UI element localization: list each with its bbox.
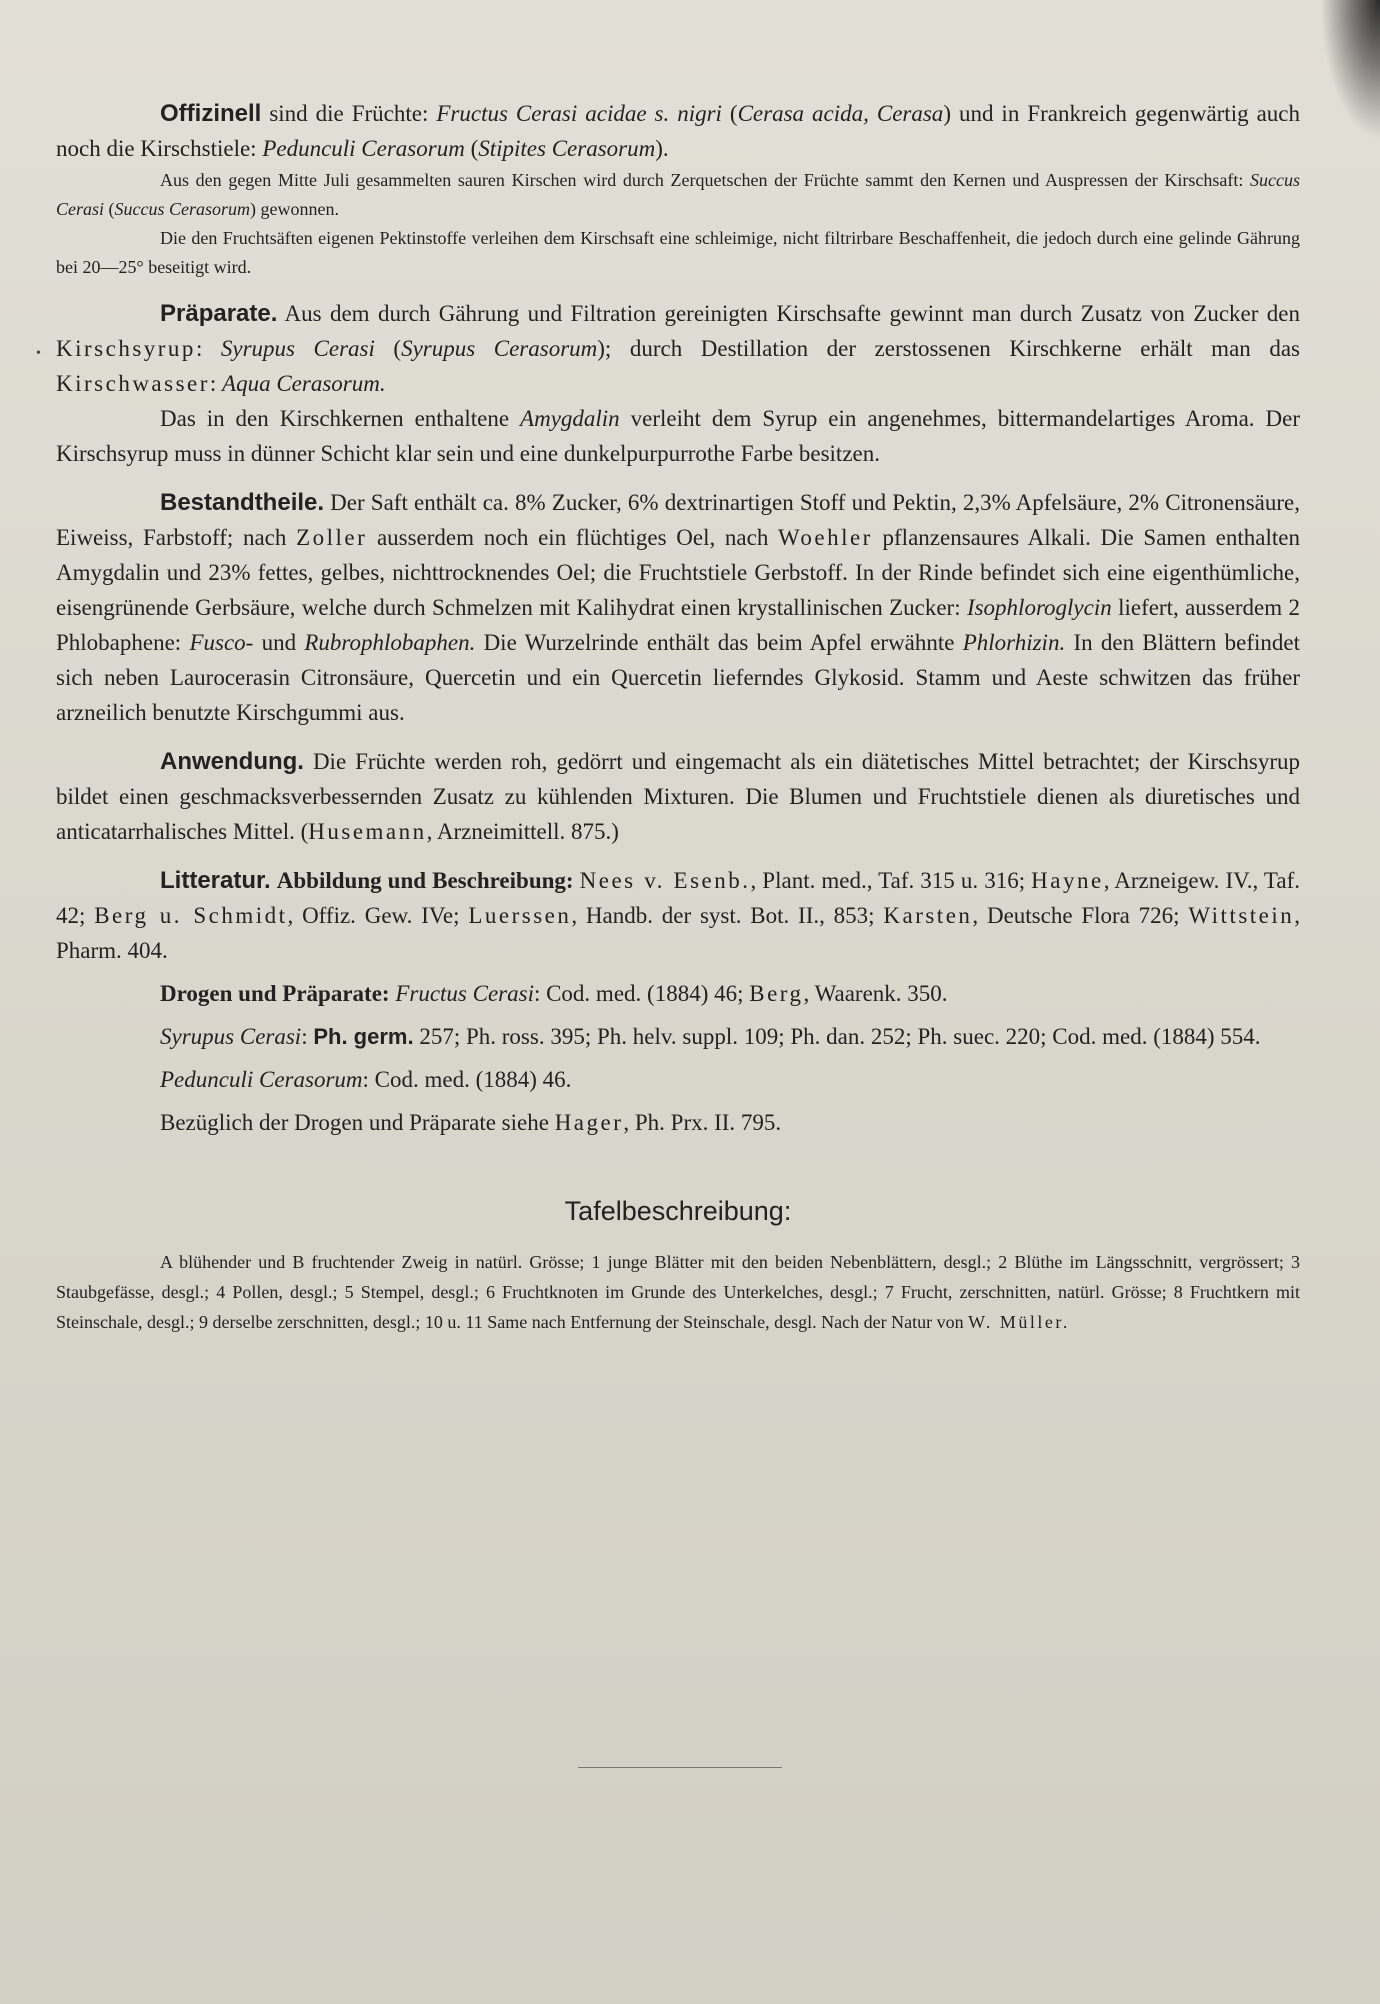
tafel-caption: A blühender und B fruchtender Zweig in natürl. Grösse; 1 junge Blätter mit den beiden Nebenblättern, desgl.; 2 Blüthe im Längsschnitt, vergrössert; 3 Staubgefässe, desgl.; 4 Pollen, desgl.; 5 Stempel, desgl.; 6 Fruchtknoten im Grunde des Unterkelches, desgl.; 7 Frucht, zerschnitten, natürl. Grösse; 8 Fruchtkern mit Steinschale, desgl.; 9 derselbe zerschnitten, desgl.; 10 u. 11 Same nach Entfernung der Steinschale, desgl. Nach der Natur von W. Müller. (56, 1252, 1300, 1332)
tafel-title: Tafelbeschreibung: (564, 1196, 792, 1226)
offizinell-note-1: Aus den gegen Mitte Juli gesammelten sauren Kirschen wird durch Zerquetschen der Früchte sammt den Kernen und Auspressen der Kirschsaft: Succus Cerasi (Succus Cerasorum) gewonnen. (56, 170, 1300, 219)
offizinell-note-2: Die den Fruchtsäften eigenen Pektinstoffe verleihen dem Kirschsaft eine schleimige, nicht filtrirbare Beschaffenheit, die jedoch durch eine gelinde Gährung bei 20—25° beseitigt wird. (56, 228, 1300, 277)
page-content (56, 96, 1300, 1337)
drogen-line-1: Drogen und Präparate: Fructus Cerasi: Cod. med. (1884) 46; Berg, Waarenk. 350. (160, 981, 948, 1006)
offizinell-paragraph: Offizinell sind die Früchte: Fructus Cerasi acidae s. nigri (Cerasa acida, Cerasa) und in Frankreich gegenwärtig auch noch die Kirschstiele: Pedunculi Cerasorum (Stipites Cerasorum). (56, 100, 1300, 161)
praeparate-paragraph: Präparate. Aus dem durch Gährung und Filtration gereinigten Kirschsafte gewinnt man durch Zusatz von Zucker den Kirschsyrup: Syrupus Cerasi (Syrupus Cerasorum); durch Destillation der zerstossenen Kirschkerne erhält man das Kirschwasser: Aqua Cerasorum. (56, 300, 1300, 396)
margin-mark: • (36, 346, 41, 361)
drogen-line-4: Bezüglich der Drogen und Präparate siehe Hager, Ph. Prx. II. 795. (160, 1110, 782, 1135)
praeparate-paragraph-2: Das in den Kirschkernen enthaltene Amygdalin verleiht dem Syrup ein angenehmes, bittermandelartiges Aroma. Der Kirschsyrup muss in dünner Schicht klar sein und eine dunkelpurpurrothe Farbe besitzen. (56, 406, 1300, 466)
anwendung-paragraph: Anwendung. Die Früchte werden roh, gedörrt und eingemacht als ein diätetisches Mittel betrachtet; der Kirschsyrup bildet einen geschmacksverbessernden Zusatz zu kühlenden Mixturen. Die Blumen und Fruchtstiele dienen als diuretisches und anticatarrhalisches Mittel. (Husemann, Arzneimittell. 875.) (56, 748, 1300, 844)
page-corner-shadow (1320, 0, 1380, 140)
drogen-line-2: Syrupus Cerasi: Ph. germ. 257; Ph. ross. 395; Ph. helv. suppl. 109; Ph. dan. 252; Ph. suec. 220; Cod. med. (1884) 554. (160, 1024, 1261, 1049)
litteratur-paragraph: Litteratur. Abbildung und Beschreibung: Nees v. Esenb., Plant. med., Taf. 315 u. 316; Hayne, Arzneigew. IV., Taf. 42; Berg u. Schmidt, Offiz. Gew. IVe; Luerssen, Handb. der syst. Bot. II., 853; Karsten, Deutsche Flora 726; Wittstein, Pharm. 404. (56, 867, 1301, 963)
closing-rule (578, 1767, 782, 1768)
bestandtheile-paragraph: Bestandtheile. Der Saft enthält ca. 8% Zucker, 6% dextrinartigen Stoff und Pektin, 2,3% Apfelsäure, 2% Citronensäure, Eiweiss, Farbstoff; nach Zoller ausserdem noch ein flüchtiges Oel, nach Woehler pflanzensaures Alkali. Die Samen enthalten Amygdalin und 23% fettes, gelbes, nichttrocknendes Oel; die Fruchtstiele Gerbstoff. In der Rinde befindet sich eine eigenthümliche, eisengrünende Gerbsäure, welche durch Schmelzen mit Kalihydrat einen krystallinischen Zucker: Isophloroglycin liefert, ausserdem 2 Phlobaphene: Fusco- und Rubrophlobaphen. Die Wurzelrinde enthält das beim Apfel erwähnte Phlorhizin. In den Blättern befindet sich neben Laurocerasin Citronsäure, Quercetin und ein Quercetin lieferndes Glykosid. Stamm und Aeste schwitzen das früher arzneilich benutzte Kirschgummi aus. (56, 489, 1301, 725)
drogen-line-3: Pedunculi Cerasorum: Cod. med. (1884) 46. (160, 1067, 572, 1092)
